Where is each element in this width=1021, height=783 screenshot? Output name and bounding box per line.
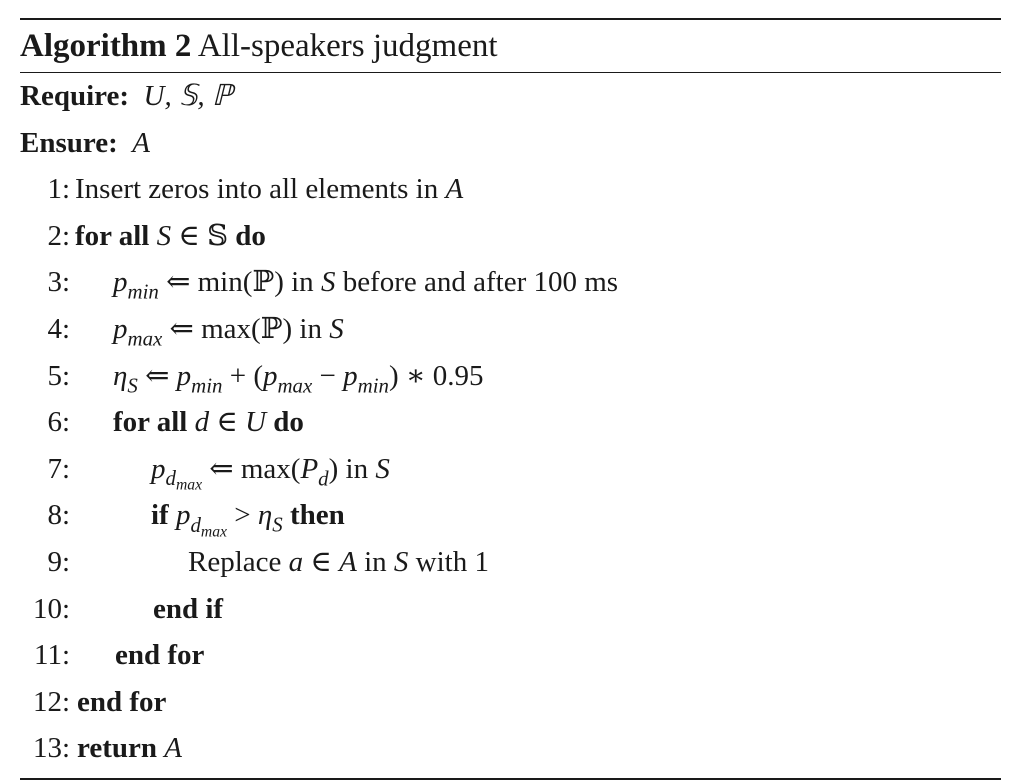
ensure-line bbox=[20, 120, 1001, 167]
line-number: 6: bbox=[47, 406, 70, 439]
algo-line-12 bbox=[20, 679, 1001, 726]
algorithm-title bbox=[20, 20, 1001, 72]
line-content: if $p_{d_{max}} > \eta_S$ then bbox=[151, 499, 345, 541]
require-label: Require: bbox=[20, 80, 130, 112]
algo-line-5 bbox=[20, 353, 1001, 400]
line-number: 13: bbox=[32, 732, 70, 765]
line-content: $p_{d_{max}}$ ⇐ $\max(P_d)$ in S bbox=[151, 452, 390, 494]
algorithm-block bbox=[20, 18, 1001, 780]
algo-line-11 bbox=[20, 632, 1001, 679]
line-content: $p_{min}$ ⇐ min(ℙ) in S before and after 100 ms bbox=[113, 266, 619, 304]
algo-line-7 bbox=[20, 446, 1001, 493]
algo-line-6 bbox=[20, 399, 1001, 446]
algo-line-10 bbox=[20, 586, 1001, 633]
line-number: 8: bbox=[47, 499, 70, 532]
line-number: 11: bbox=[34, 639, 70, 672]
line-number: 3: bbox=[47, 266, 70, 299]
bottom-rule bbox=[20, 778, 1001, 780]
algo-line-3 bbox=[20, 259, 1001, 306]
line-number: 4: bbox=[47, 312, 70, 345]
line-number: 12: bbox=[32, 685, 70, 718]
line-number: 7: bbox=[47, 452, 70, 485]
ensure-value: A bbox=[132, 126, 150, 159]
line-content: end for bbox=[77, 685, 167, 718]
algo-line-1 bbox=[20, 166, 1001, 213]
line-content: Insert zeros into all elements in A bbox=[75, 173, 464, 206]
line-content: Replace a ∈ A in S with 1 bbox=[188, 545, 489, 578]
algo-line-4 bbox=[20, 306, 1001, 353]
line-number: 5: bbox=[47, 359, 70, 392]
line-number: 10: bbox=[32, 592, 70, 625]
line-number: 9: bbox=[47, 545, 70, 578]
line-content: end if bbox=[153, 592, 224, 625]
line-content: $\eta_S$ ⇐ $p_{min} + (p_{max} - p_{min})$ ∗ 0.95 bbox=[113, 359, 484, 397]
require-value: U, 𝕊, ℙ bbox=[143, 80, 233, 112]
line-content: for all d ∈ U do bbox=[113, 406, 304, 439]
line-number: 2: bbox=[47, 219, 70, 252]
algorithm-name: All-speakers judgment bbox=[197, 28, 498, 64]
line-content: $p_{max}$ ⇐ max(ℙ) in S bbox=[113, 312, 344, 351]
algo-line-8 bbox=[20, 492, 1001, 539]
line-number: 1: bbox=[47, 173, 70, 206]
require-line bbox=[20, 73, 1001, 120]
line-content: for all S ∈ 𝕊 do bbox=[75, 219, 266, 252]
line-content: return A bbox=[77, 732, 182, 765]
line-content: end for bbox=[115, 639, 205, 672]
algo-line-9 bbox=[20, 539, 1001, 586]
ensure-label: Ensure: bbox=[20, 126, 118, 159]
algo-line-2 bbox=[20, 213, 1001, 260]
algorithm-body bbox=[20, 73, 1001, 772]
algo-line-13 bbox=[20, 725, 1001, 772]
algorithm-label: Algorithm 2 bbox=[20, 28, 192, 64]
